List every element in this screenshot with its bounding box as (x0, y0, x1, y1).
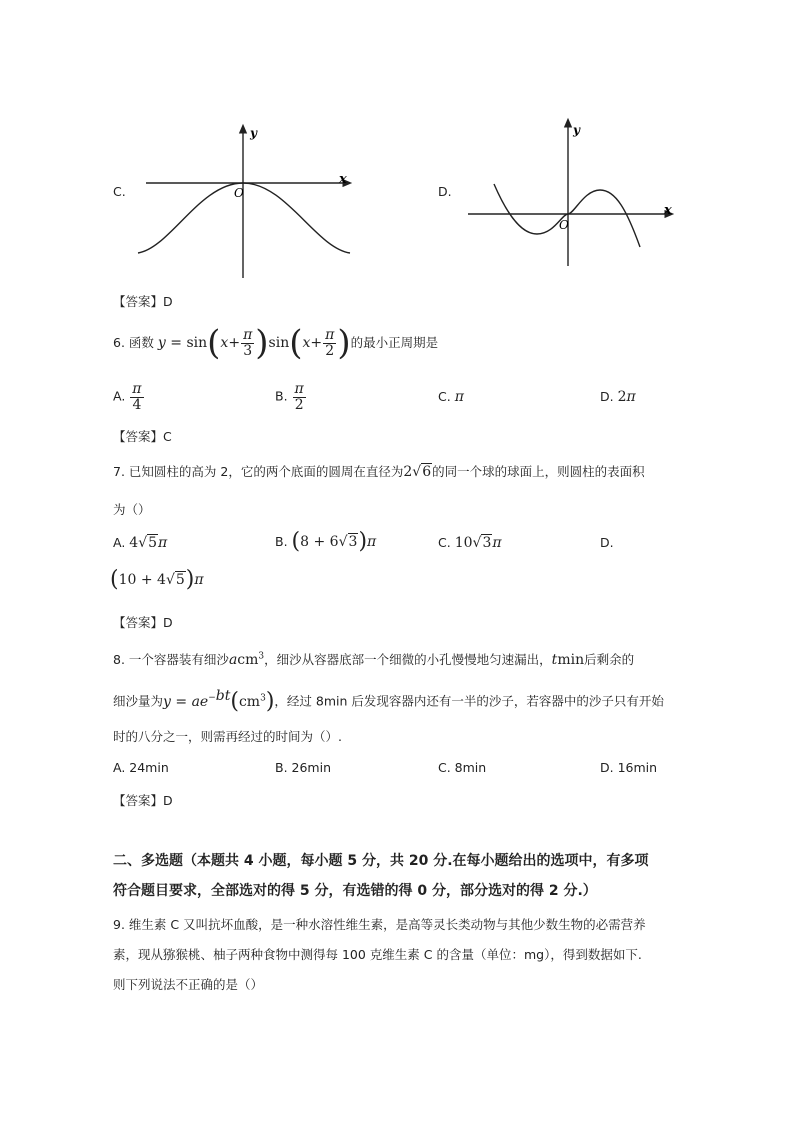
q8-option-a: A. 24min (113, 760, 169, 775)
q9-stem-line2: 素，现从猕猴桃、柚子两种食物中测得每 100 克维生素 C 的含量（单位：mg），得到数据如下. (113, 947, 642, 962)
q7-option-c: C. 10√3π (438, 535, 502, 551)
q6-option-b: B. $\frac{\pi}{2}$ (275, 381, 304, 413)
graph-d (462, 116, 680, 268)
q7-stem-line1: 7. 已知圆柱的高为 2，它的两个底面的圆周在直径为2√6的同一个球的球面上，则圆柱的表面积 (113, 464, 645, 480)
q6-option-d: D. 2π (600, 389, 636, 405)
graph-d-origin: O (559, 218, 569, 232)
q8-stem-line3: 时的八分之一，则需再经过的时间为（）. (113, 729, 342, 744)
graph-c-curve (138, 183, 350, 253)
graph-c-label: C. (113, 184, 126, 199)
q8-option-b: B. 26min (275, 760, 331, 775)
q6-option-a: A. $\frac{\pi}{4}$ (113, 381, 142, 413)
q7-option-a: A. 4√5π (113, 535, 168, 551)
graph-c-origin: O (234, 186, 244, 200)
q8-stem-line2: 细沙量为$y = ae^{-bt}(cm^3)$，经过 8min 后发现容器内还有一半的沙子，若容器中的沙子只有开始 (113, 688, 664, 714)
q7-option-d-value: (10 + 4√5)π (110, 567, 204, 592)
graph-d-label: D. (438, 184, 452, 199)
q7-option-b: B. (8 + 6√3)π (275, 529, 377, 554)
graph-c (130, 120, 360, 285)
q7-stem-line2: 为（） (113, 502, 151, 517)
q8-answer: 【答案】D (113, 793, 173, 808)
q6-option-c: C. π (438, 389, 464, 405)
q8-option-d: D. 16min (600, 760, 658, 775)
q7-option-d: D. (600, 535, 614, 550)
answer-value: D (163, 294, 173, 309)
graph-d-curve (494, 184, 640, 247)
graph-c-y-label: y (250, 126, 257, 140)
section-heading-line1: 二、多选题（本题共 4 小题，每小题 5 分，共 20 分.在每小题给出的选项中，有多项 (113, 853, 649, 869)
graph-d-y-label: y (573, 123, 580, 137)
section-heading-line2: 符合题目要求，全部选对的得 5 分，有选错的得 0 分，部分选对的得 2 分.） (113, 883, 597, 899)
q9-stem-line1: 9. 维生素 C 又叫抗坏血酸，是一种水溶性维生素，是高等灵长类动物与其他少数生物的必需营养 (113, 917, 646, 932)
q7-answer: 【答案】D (113, 615, 173, 630)
q8-stem-line1: 8. 一个容器装有细沙acm$^3$，细沙从容器底部一个细微的小孔慢慢地匀速漏出，tmin后剩余的 (113, 651, 635, 668)
graph-c-x-label: x (339, 172, 347, 187)
q8-option-c: C. 8min (438, 760, 487, 775)
answer-tag: 【答案】 (113, 294, 164, 309)
graph-d-x-label: x (664, 203, 672, 218)
q5-answer (113, 292, 173, 310)
q6-stem: 6. 函数 y = sin(x+ $\frac{\pi}{3}$ )sin(x+ $\frac{\pi}{2}$ )的最小正周期是 (113, 323, 439, 363)
q6-formula: y = sin(x+ $\frac{\pi}{3}$ )sin(x+ $\frac{\pi}{2}$ ) (157, 323, 351, 363)
q9-stem-line3: 则下列说法不正确的是（） (113, 977, 264, 992)
q6-answer: 【答案】C (113, 429, 172, 444)
